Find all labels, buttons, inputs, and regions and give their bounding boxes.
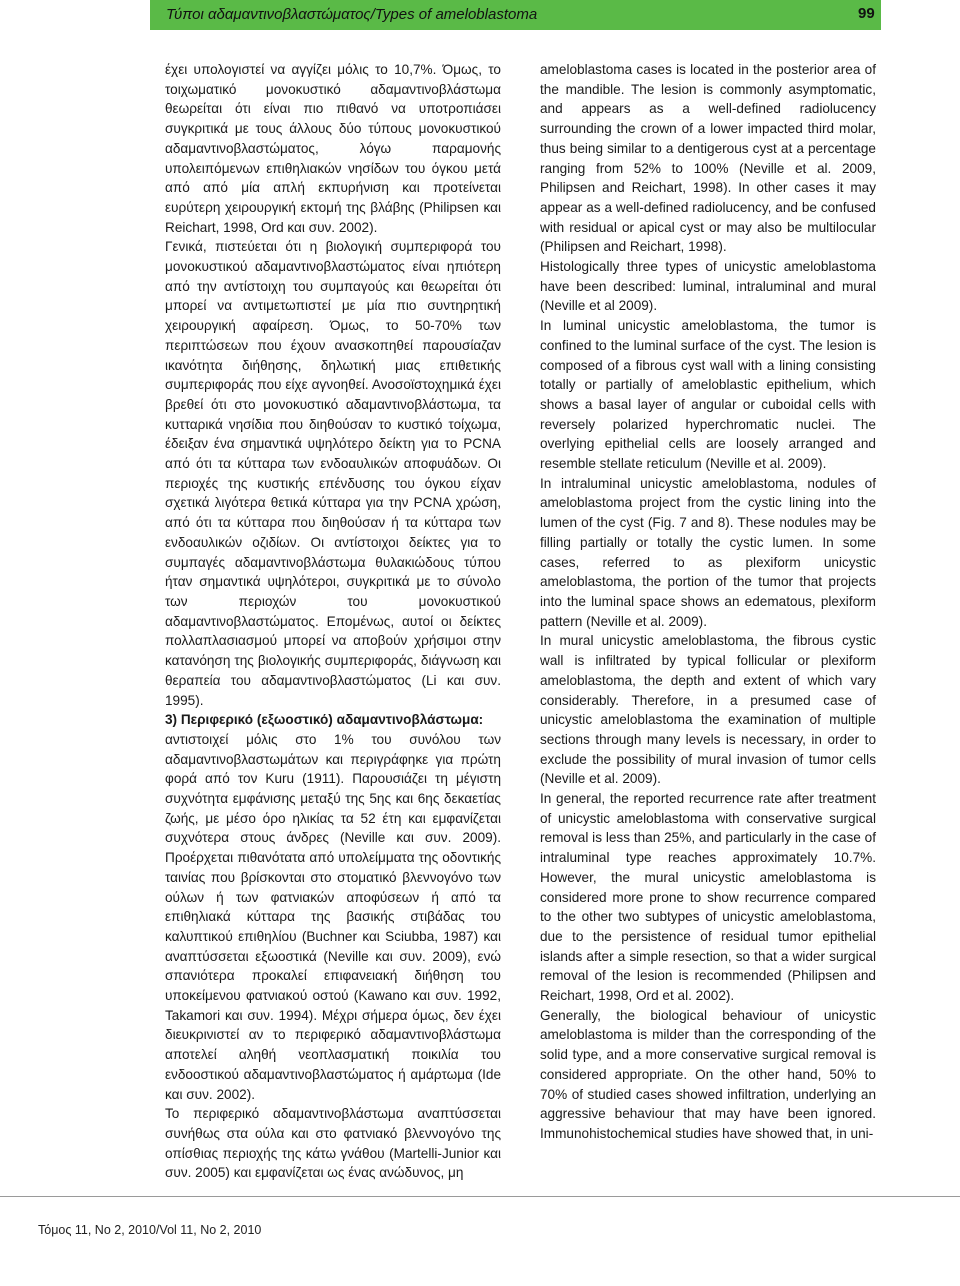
paragraph: αντιστοιχεί μόλις στο 1% του συνόλου των αδαμαντινοβλαστωμάτων και περιγράφηκε για πρώτη φορά από τον Kuru (1911). Παρουσιάζει τη μέγιστη συχνότητα εμφάνισης μεταξύ της 5ης και 6ης δεκαετίας ζωής, με μέσο όρο ηλικίας τα 52 έτη και εμφανίζεται συχνότερα στους άνδρες (Neville και συν. 2009). Προέρχεται πιθανότατα από υπολείμματα της οδοντικής ταινίας που βρίσκονται στο στοματικό βλεννογόνο των ούλων ή των φατνιακών αποφύσεων ή από τα επιθηλιακά κύτταρα της βασικής στιβάδας του καλυπτικού επιθηλίου (Buchner και Sciubba, 1987) και αναπτύσσεται εξωοστικά (Neville και συν. 2009), ενώ σπανιότερα προκαλεί επιφανειακή διήθηση του υποκείμενου φατνιακού οστού (Kawano και συν. 1992, Takamori και συν. 1994). Μέχρι σήμερα όμως, δεν έχει διευκρινιστεί αν το περιφερικό αδαμαντινοβλάστωμα αποτελεί αληθή νεοπλασματική ποικιλία του ενδοοστικού αδαμαντινοβλαστώματος ή αμάρτωμα (Ide και συν. 2002). <box>165 731 501 1102</box>
page-number: 99 <box>858 5 875 22</box>
left-column <box>165 60 501 1183</box>
paragraph: Generally, the biological behaviour of unicystic ameloblastoma is milder than the corresponding of the solid type, and a more conservative surgical removal is considered appropriate. On the other hand, 50% to 70% of studied cases showed infiltration, underlying an aggressive behaviour that may have been ignored. Immunohistochemical studies have showed that, in uni- <box>540 1007 876 1141</box>
paragraph: In mural unicystic ameloblastoma, the fibrous cystic wall is infiltrated by typical follicular or plexiform ameloblastoma, the depth and extent of which vary considerably. Therefore, in a presumed case of unicystic ameloblastoma the examination of multiple sections through many levels is necessary, in order to exclude the possibility of mural invasion of tumor cells (Neville et al. 2009). <box>540 633 876 787</box>
running-title: Τύποι αδαμαντινοβλαστώματος/Types of ameloblastoma <box>166 6 538 23</box>
paragraph: έχει υπολογιστεί να αγγίζει μόλις το 10,7%. Όμως, το τοιχωματικό μονοκυστικό αδαμαντινοβλάστωμα θεωρείται ότι είναι πιο πιθανό να υποτροπιάσει συγκριτικά με τους άλλους δύο τύπους μονοκυστικού αδαμαντινοβλαστώματος, λόγω παραμονής υπολειπόμενων επιθηλιακών νησίδων του όγκου μετά από από μία απλή εκπυρήνιση και προτείνεται ευρύτερη χειρουργική εκτομή της βλάβης (Philipsen και Reichart, 1998, Ord και συν. 2002). <box>165 62 501 235</box>
paragraph: ameloblastoma cases is located in the posterior area of the mandible. The lesion is commonly asymptomatic, and appears as a well-defined radiolucency surrounding the crown of a lower impacted third molar, thus being similar to a dentigerous cyst at a percentage ranging from 52% to 100% (Neville et al. 2009, Philipsen and Reichart, 1998). In other cases it may appear as a well-defined radiolucency, and be confused with residual or apical cyst or may also be multilocular (Philipsen and Reichart, 1998). <box>540 62 876 255</box>
paragraph: Γενικά, πιστεύεται ότι η βιολογική συμπεριφορά του μονοκυστικού αδαμαντινοβλαστώματος είναι ηπιότερη από την αντίστοιχη του συμπαγούς και θεωρείται ότι μπορεί να αντιμετωπιστεί με μία πιο συντηρητική χειρουργική αφαίρεση. Όμως, το 50-70% των περιπτώσεων που έχουν ανασκοπηθεί παρουσίαζαν ικανότητα διήθησης, δηλωτική μιας επιθετικής συμπεριφοράς που είχε αγνοηθεί. Ανοσοϊστοχημικά έχει βρεθεί ότι στο μονοκυστικό αδαμαντινοβλάστωμα, τα κυτταρικά νησίδια που διηθούσαν το κυστικό τοίχωμα, έδειξαν ένα σημαντικά υψηλότερο δείκτη για το PCNA από ότι τα κύτταρα των ενδοαυλικών αποφυάδων. Οι περιοχές της κυστικής επένδυσης του όγκου είχαν σχετικά λιγότερα θετικά κύτταρα για την PCNA χρώση, από ότι τα κύτταρα που διηθούσαν ή τα κύτταρα των ενδοαυλικών οζιδίων. Οι αντίστοιχοι δείκτες για το συμπαγές αδαμαντινοβλάστωμα θυλακιώδους τύπου ήταν σημαντικά υψηλότεροι, συγκριτικά με το σύνολο των περιοχών του μονοκυστικού αδαμαντινοβλαστώματος. Επομένως, αυτοί οι δείκτες πολλαπλασιασμού μπορεί να αποβούν χρήσιμοι στην κατανόηση της βιολογικής συμπεριφοράς, διάγνωση και θεραπεία του αδαμαντινοβλαστώματος (Li και συν. 1995). <box>165 239 501 708</box>
paragraph: In general, the reported recurrence rate after treatment of unicystic ameloblastoma with conservative surgical removal is less than 25%, and particularly in the case of intraluminal type reaches approximately 10.7%. However, the mural unicystic ameloblastoma is considered more prone to show recurrence compared to the other two subtypes of unicystic ameloblastoma, due to the persistence of residual tumor epithelial islands after a simple resection, so that a wider surgical removal of the lesion is recommended (Philipsen and Reichart, 1998, Ord et al. 2002). <box>540 791 876 1004</box>
paragraph: In luminal unicystic ameloblastoma, the tumor is confined to the luminal surface of the cyst. The lesion is composed of a fibrous cyst wall with a lining consisting totally or partially of ameloblastic epithelium, which shows a basal layer of angular or cuboidal cells with reversely polarized hyperchromatic nuclei. The overlying epithelial cells are loosely arranged and resemble stellate reticulum (Neville et al. 2009). <box>540 318 876 472</box>
paragraph: In intraluminal unicystic ameloblastoma, nodules of ameloblastoma project from the cystic lining into the lumen of the cyst (Fig. 7 and 8). These nodules may be filling partially or totally the cystic lumen. In some cases, referred to as plexiform unicystic ameloblastoma, the portion of the tumor that projects into the luminal space shows an edematous, plexiform pattern (Neville et al. 2009). <box>540 475 876 629</box>
section-heading: 3) Περιφερικό (εξωοστικό) αδαμαντινοβλάστωμα: <box>165 712 484 728</box>
right-column <box>540 60 876 1144</box>
footer-rule <box>0 1196 960 1197</box>
paragraph: Το περιφερικό αδαμαντινοβλάστωμα αναπτύσσεται συνήθως στα ούλα και στο φατνιακό βλεννογόνο της οπίσθιας περιοχής της κάτω γνάθου (Martelli-Junior και συν. 2005) και εμφανίζεται ως ένας ανώδυνος, μη <box>165 1106 501 1181</box>
paragraph: Histologically three types of unicystic ameloblastoma have been described: luminal, intraluminal and mural (Neville et al 2009). <box>540 259 876 314</box>
journal-volume: Τόμος 11, Νο 2, 2010/Vol 11, No 2, 2010 <box>38 1223 262 1237</box>
